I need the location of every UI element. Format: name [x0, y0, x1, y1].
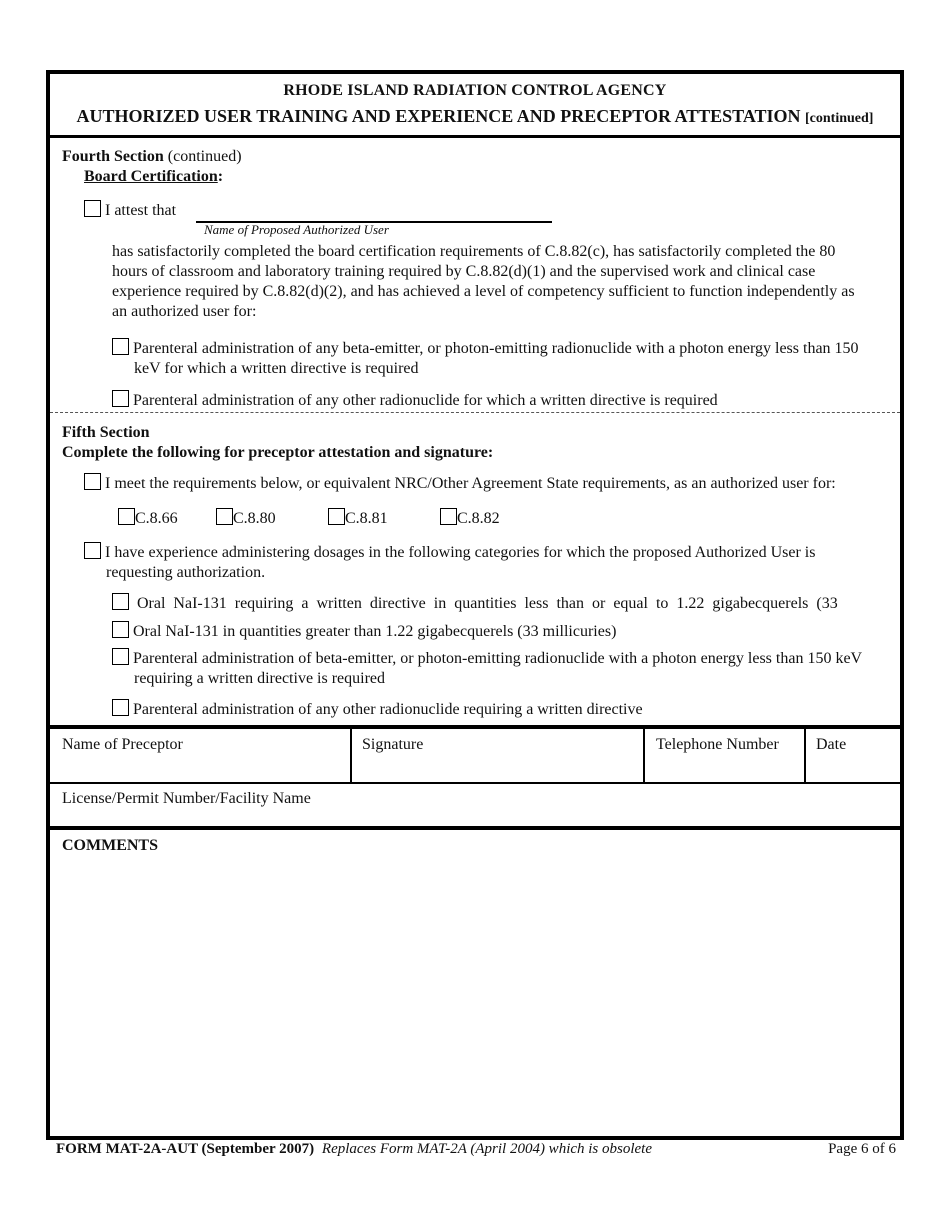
replaces-note: Replaces Form MAT-2A (April 2004) which is obsolete [321, 1141, 653, 1157]
signature-divider-1 [350, 727, 352, 782]
board-certification-heading [84, 168, 223, 186]
attest-row [84, 200, 176, 220]
signature-divider-3 [804, 727, 806, 782]
fourth-section-heading [62, 148, 242, 166]
regulation-c882 [440, 508, 500, 528]
form-frame [46, 70, 904, 1140]
page-number: Page 6 of 6 [828, 1141, 896, 1157]
category-3-checkbox[interactable] [112, 648, 129, 665]
category-3 [112, 648, 872, 689]
date-cell[interactable]: Date [816, 736, 847, 753]
telephone-cell[interactable]: Telephone Number [656, 736, 779, 753]
fourth-section-note: (continued) [167, 148, 242, 165]
c866-checkbox[interactable] [118, 508, 135, 525]
continued-label: [continued] [805, 111, 874, 126]
regulation-c880 [216, 508, 276, 528]
comments-label: COMMENTS [62, 837, 158, 854]
board-certification-label: Board Certification [84, 168, 218, 185]
category-4-label: Parenteral administration of any other radionuclide requiring a written directive [133, 701, 643, 718]
form-title-text: AUTHORIZED USER TRAINING AND EXPERIENCE AND PRECEPTOR ATTESTATION [76, 106, 801, 126]
requirement-row [84, 473, 874, 493]
fourth-option-1-checkbox[interactable] [112, 338, 129, 355]
category-4 [112, 699, 872, 719]
proposed-user-caption: Name of Proposed Authorized User [204, 222, 389, 237]
requirement-checkbox[interactable] [84, 473, 101, 490]
fourth-option-1-label: Parenteral administration of any beta-emitter, or photon-emitting radionuclide with a photon energy less than 150 keV for which a written directive is required [133, 340, 859, 377]
requirement-label: I meet the requirements below, or equivalent NRC/Other Agreement State requirements, as an authorized user for: [105, 475, 836, 492]
category-2-label: Oral NaI-131 in quantities greater than 1.22 gigabecquerels (33 millicuries) [133, 623, 617, 640]
fourth-option-1 [112, 338, 872, 379]
category-2 [112, 621, 872, 641]
attest-label: I attest that [105, 202, 177, 219]
category-3-label: Parenteral administration of beta-emitter, or photon-emitting radionuclide with a photon energy less than 150 keV requiring a written directive is required [133, 650, 862, 687]
c881-label: C.8.81 [345, 510, 388, 527]
category-1 [112, 593, 872, 613]
form-title [50, 106, 900, 127]
signature-block-top-rule [50, 725, 900, 729]
fourth-option-2 [112, 390, 872, 410]
comments-area[interactable] [62, 864, 892, 1134]
section-divider [50, 412, 900, 413]
c882-checkbox[interactable] [440, 508, 457, 525]
agency-name: RHODE ISLAND RADIATION CONTROL AGENCY [283, 82, 667, 99]
regulation-c881 [328, 508, 388, 528]
form-id: FORM MAT-2A-AUT (September 2007) [56, 1141, 315, 1157]
category-4-checkbox[interactable] [112, 699, 129, 716]
category-1-checkbox[interactable] [112, 593, 129, 610]
experience-label: I have experience administering dosages in the following categories for which the proposed Authorized User is requesting authorization. [105, 544, 816, 581]
c866-label: C.8.66 [135, 510, 178, 527]
attest-checkbox[interactable] [84, 200, 101, 217]
c882-label: C.8.82 [457, 510, 500, 527]
signature-divider-2 [643, 727, 645, 782]
license-cell[interactable]: License/Permit Number/Facility Name [62, 790, 311, 807]
fifth-section-subheading: Complete the following for preceptor attestation and signature: [62, 444, 494, 461]
signature-cell[interactable]: Signature [362, 736, 424, 753]
c881-checkbox[interactable] [328, 508, 345, 525]
page-footer [56, 1141, 896, 1158]
experience-row [84, 542, 874, 583]
fourth-option-2-checkbox[interactable] [112, 390, 129, 407]
preceptor-name-cell[interactable]: Name of Preceptor [62, 736, 183, 753]
regulation-c866 [118, 508, 178, 528]
comments-top-rule [50, 826, 900, 830]
form-header [50, 74, 900, 138]
c880-label: C.8.80 [233, 510, 276, 527]
certification-statement: has satisfactorily completed the board certification requirements of C.8.82(c), has satisfactorily completed the 80 hours of classroom and laboratory training required by C.8.82(d)(1) and the supervised work and clinical case experience required by C.8.82(d)(2), and has achieved a level of competency sufficient to function independently as an authorized user for: [112, 243, 855, 320]
license-top-rule [50, 782, 900, 784]
fourth-option-2-label: Parenteral administration of any other radionuclide for which a written directive is required [133, 392, 718, 409]
category-2-checkbox[interactable] [112, 621, 129, 638]
board-certification-colon: : [217, 168, 224, 185]
fifth-section-title: Fifth Section [62, 424, 150, 441]
experience-checkbox[interactable] [84, 542, 101, 559]
category-1-label: Oral NaI-131 requiring a written directive in quantities less than or equal to 1.22 gigabecquerels (33 [137, 595, 838, 612]
fourth-section-title: Fourth Section [62, 148, 164, 165]
c880-checkbox[interactable] [216, 508, 233, 525]
